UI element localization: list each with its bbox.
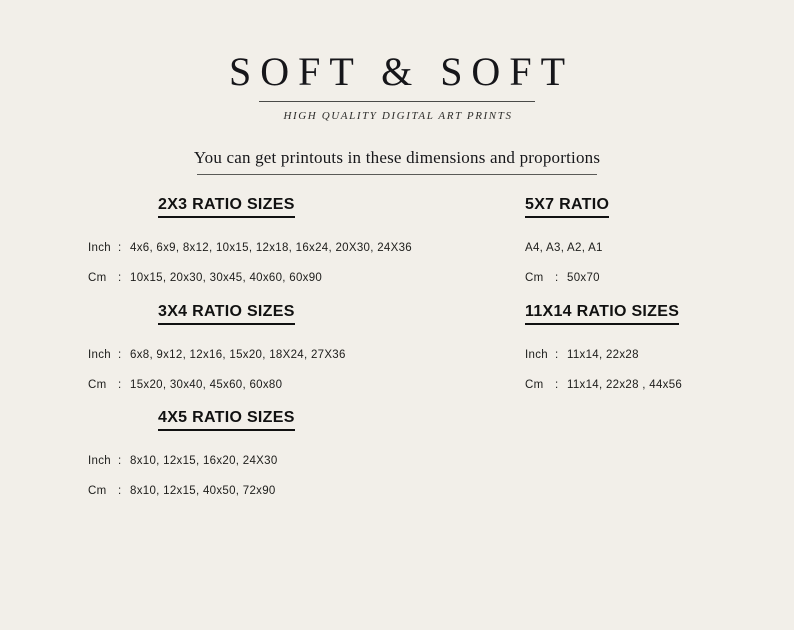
group-3x4-title-row xyxy=(88,303,428,325)
group-2x3-cm-label: Cm xyxy=(88,272,107,284)
group-4x5-inch-label: Inch xyxy=(88,455,111,467)
intro-block xyxy=(0,148,794,175)
group-11x14-title-row xyxy=(525,303,775,325)
group-2x3-cm-values: 10x15, 20x30, 30x45, 40x60, 60x90 xyxy=(130,272,323,284)
group-2x3-title-row xyxy=(88,196,428,218)
group-2x3-cm-row xyxy=(88,272,428,284)
group-5x7-title-row xyxy=(525,196,775,218)
group-3x4-inch-row xyxy=(88,349,428,361)
group-4x5-cm-sep: : xyxy=(118,485,122,497)
group-4x5 xyxy=(88,409,428,497)
group-4x5-inch-sep: : xyxy=(118,455,122,467)
group-11x14-inch-values: 11x14, 22x28 xyxy=(567,349,639,361)
group-11x14-inch-row xyxy=(525,349,775,361)
group-4x5-title: 4X5 RATIO SIZES xyxy=(158,409,295,431)
group-5x7 xyxy=(525,196,775,284)
group-11x14-cm-values: 11x14, 22x28 , 44x56 xyxy=(567,379,683,391)
group-5x7-title: 5X7 RATIO xyxy=(525,196,609,218)
group-4x5-inch-values: 8x10, 12x15, 16x20, 24X30 xyxy=(130,455,278,467)
group-5x7-inch-row xyxy=(525,242,775,254)
group-2x3-inch-sep: : xyxy=(118,242,122,254)
group-5x7-cm-values: 50x70 xyxy=(567,272,600,284)
group-2x3-cm-sep: : xyxy=(118,272,122,284)
brand-tagline: HIGH QUALITY DIGITAL ART PRINTS xyxy=(283,110,513,122)
group-2x3 xyxy=(88,196,428,284)
group-11x14-cm-row xyxy=(525,379,775,391)
group-4x5-cm-row xyxy=(88,485,428,497)
group-3x4-cm-row xyxy=(88,379,428,391)
group-4x5-cm-values: 8x10, 12x15, 40x50, 72x90 xyxy=(130,485,276,497)
group-4x5-title-row xyxy=(88,409,428,431)
group-11x14-inch-label: Inch xyxy=(525,349,548,361)
group-11x14-title: 11X14 RATIO SIZES xyxy=(525,303,679,325)
group-3x4-inch-label: Inch xyxy=(88,349,111,361)
group-5x7-cm-label: Cm xyxy=(525,272,544,284)
group-2x3-inch-label: Inch xyxy=(88,242,111,254)
group-11x14-cm-sep: : xyxy=(555,379,559,391)
group-3x4-title: 3X4 RATIO SIZES xyxy=(158,303,295,325)
group-5x7-cm-sep: : xyxy=(555,272,559,284)
group-11x14-inch-sep: : xyxy=(555,349,559,361)
group-3x4-inch-values: 6x8, 9x12, 12x16, 15x20, 18X24, 27X36 xyxy=(130,349,346,361)
group-4x5-inch-row xyxy=(88,455,428,467)
intro-divider xyxy=(197,174,597,175)
group-3x4-cm-label: Cm xyxy=(88,379,107,391)
group-3x4-inch-sep: : xyxy=(118,349,122,361)
group-5x7-inch-values: A4, A3, A2, A1 xyxy=(525,242,603,254)
group-4x5-cm-label: Cm xyxy=(88,485,107,497)
brand-header xyxy=(0,49,794,122)
group-2x3-inch-values: 4x6, 6x9, 8x12, 10x15, 12x18, 16x24, 20X30, 24X36 xyxy=(130,242,412,254)
group-2x3-inch-row xyxy=(88,242,428,254)
group-3x4 xyxy=(88,303,428,391)
brand-divider xyxy=(259,101,535,102)
intro-text: You can get printouts in these dimensions and proportions xyxy=(193,148,601,167)
group-2x3-title: 2X3 RATIO SIZES xyxy=(158,196,295,218)
brand-title: SOFT & SOFT xyxy=(228,49,574,94)
group-5x7-cm-row xyxy=(525,272,775,284)
group-3x4-cm-sep: : xyxy=(118,379,122,391)
group-11x14 xyxy=(525,303,775,391)
group-11x14-cm-label: Cm xyxy=(525,379,544,391)
group-3x4-cm-values: 15x20, 30x40, 45x60, 60x80 xyxy=(130,379,283,391)
